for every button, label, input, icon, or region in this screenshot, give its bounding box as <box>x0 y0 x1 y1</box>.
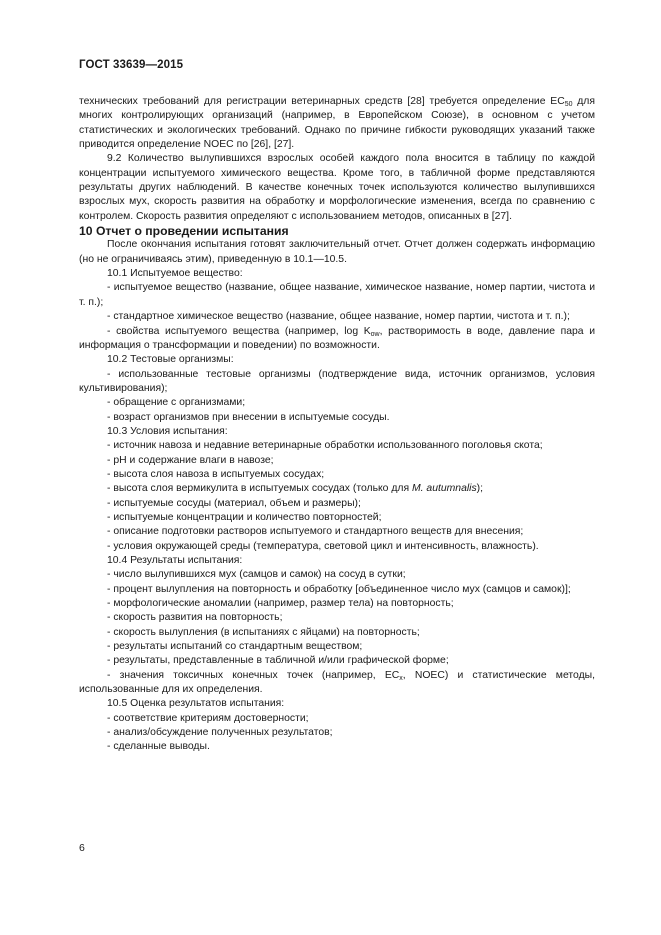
list-item: - обращение с организмами; <box>107 397 246 409</box>
subsection-10-3-heading: 10.3 Условия испытания: <box>107 425 228 437</box>
subsection-10-2-heading: 10.2 Тестовые организмы: <box>107 354 234 366</box>
list-item: - результаты испытаний со стандартным веществом; <box>107 641 363 653</box>
paragraph-9-2: 9.2 Количество вылупившихся взрослых особей каждого пола вносится в таблицу по каждой концентрации испытуемого химического вещества. Кроме того, в табличной форме представляются результаты других наблюдений. В качестве конечных точек используются количество вылупившихся взрослых мух, скорость развития на обработку и морфологические изменения, всегда по сравнению с контролем. Скорость развития определяют с использованием методов, описанных в [27]. <box>79 153 595 222</box>
section-10-title: 10 Отчет о проведении испытания <box>79 224 289 239</box>
list-item: - испытуемые сосуды (материал, объем и размеры); <box>107 497 361 509</box>
list-item: - испытуемое вещество (название, общее название, химическое название, номер партии, чистота и т. п.); <box>79 282 595 308</box>
list-item: - описание подготовки растворов испытуемого и стандартного веществ для внесения; <box>107 526 524 538</box>
list-item: - источник навоза и недавние ветеринарные обработки использованного поголовья скота; <box>107 440 543 452</box>
document-body <box>79 95 595 755</box>
list-item: - испытуемые концентрации и количество повторностей; <box>107 511 382 523</box>
subsection-10-4-heading: 10.4 Результаты испытания: <box>107 555 243 566</box>
list-item: - скорость вылупления (в испытаниях с яйцами) на повторность; <box>107 626 420 638</box>
list-item: - pH и содержание влаги в навозе; <box>107 454 274 466</box>
list-item: - значения токсичных конечных точек (например, $EC_x$, NOEC) и статистические методы, использованные для их определения. <box>79 669 595 696</box>
subsection-10-5-heading: 10.5 Оценка результатов испытания: <box>107 698 285 710</box>
list-item: - сделанные выводы. <box>107 741 210 753</box>
list-item: - скорость развития на повторность; <box>107 612 283 624</box>
list-item: - соответствие критериям достоверности; <box>107 712 309 724</box>
list-item: - высота слоя вермикулита в испытуемых сосудах (только для M. autumnalis); <box>107 483 484 495</box>
list-item: - условия окружающей среды (температура, световой цикл и интенсивность, влажность). <box>107 540 539 552</box>
page-number: 6 <box>79 842 85 854</box>
section-10-intro: После окончания испытания готовят заключительный отчет. Отчет должен содержать информацию (но не ограничиваясь этим), приведенную в 10.1—10.5. <box>79 239 595 265</box>
document-code-header: ГОСТ 33639—2015 <box>79 59 184 71</box>
list-item: - процент вылупления на повторность и обработку [объединенное число мух (самцов и самок)]; <box>107 583 571 595</box>
list-item: - использованные тестовые организмы (подтверждение вида, источник организмов, условия культивирования); <box>79 368 595 394</box>
subsection-10-1-heading: 10.1 Испытуемое вещество: <box>107 268 243 280</box>
list-item: - анализ/обсуждение полученных результатов; <box>107 727 333 739</box>
paragraph-continuation: технических требований для регистрации ветеринарных средств [28] требуется определение $EC_{50}$ для многих контролирующих организаций (например, в Европейском Союзе), в основном с учетом статистических и экологических требований. Однако по причине гибкости руководящих указаний также приводится определение NOEC по [26], [27]. <box>79 96 596 151</box>
list-item: - свойства испытуемого вещества (например, $\log K_{ow}$, растворимость в воде, давление пара и информация о трансформации и поведении) по возможности. <box>79 325 595 351</box>
list-item: - высота слоя навоза в испытуемых сосудах; <box>107 468 325 480</box>
list-item: - возраст организмов при внесении в испытуемые сосуды. <box>107 411 390 423</box>
list-item: - морфологические аномалии (например, размер тела) на повторность; <box>107 598 454 610</box>
list-item: - число вылупившихся мух (самцов и самок) на сосуд в сутки; <box>107 569 406 581</box>
list-item: - стандартное химическое вещество (название, общее название, номер партии, чистота и т. п.); <box>107 311 570 323</box>
list-item: - результаты, представленные в табличной и/или графической форме; <box>107 655 449 667</box>
